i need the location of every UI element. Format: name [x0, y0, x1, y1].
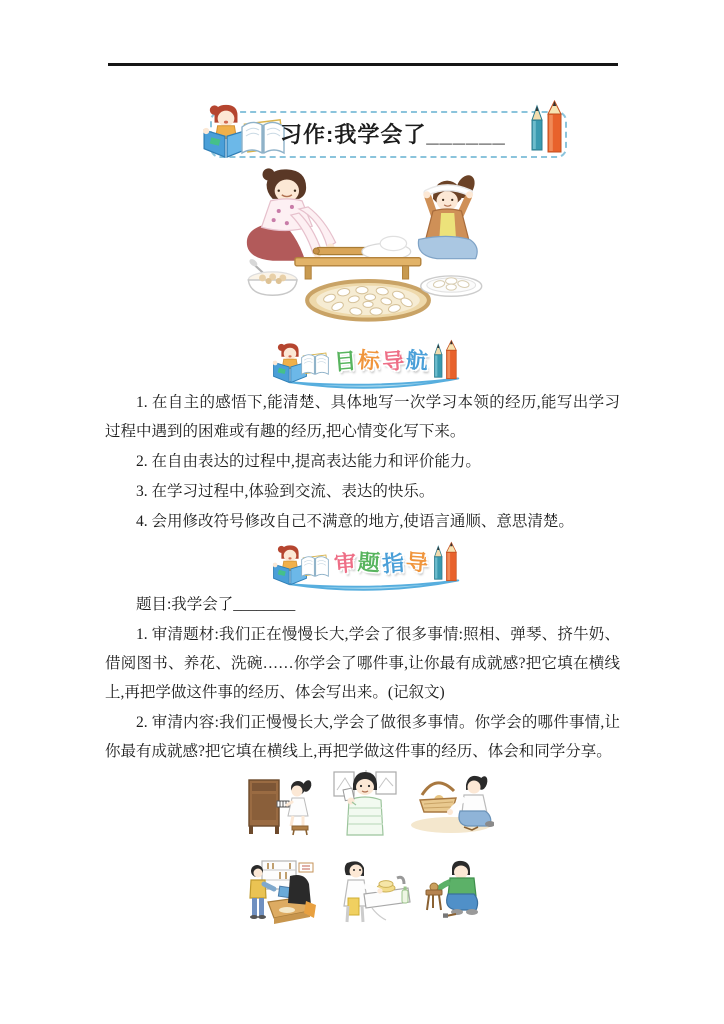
banner-char: 导 [405, 549, 429, 576]
goal-item-1: 1. 在自主的感悟下,能清楚、具体地写一次学习本领的经历,能写出学习过程中遇到的困难或有趣的经历,把心情变化写下来。 [105, 394, 620, 440]
section-banner-topic [272, 538, 468, 594]
goal-item-2: 2. 在自由表达的过程中,提高表达能力和评价能力。 [136, 453, 481, 470]
dumpling-making-illustration [228, 166, 504, 324]
page-title: 习作:我学会了______ [280, 122, 506, 147]
goal-item-3: 3. 在学习过程中,体验到交流、表达的快乐。 [136, 483, 435, 500]
goals-list [105, 388, 620, 537]
topic-guidance [105, 590, 620, 767]
title-banner [210, 111, 567, 158]
section-banner-goals [272, 336, 468, 392]
banner-title-topic [334, 546, 428, 577]
open-notebook-icon [298, 552, 332, 580]
banner-char: 航 [405, 347, 429, 374]
open-notebook-icon [298, 350, 332, 378]
banner-char: 标 [357, 347, 381, 374]
pencils-icon [430, 540, 460, 584]
banner-char: 目 [333, 348, 358, 375]
dumpling-scene [228, 166, 504, 324]
banner-char: 审 [333, 550, 358, 577]
stool-repair-illustration [422, 860, 482, 920]
banner-char: 指 [381, 550, 406, 577]
dishwashing-illustration [334, 858, 412, 926]
topic-item-1: 1. 审清题材:我们正在慢慢长大,学会了很多事情:照相、弹琴、挤牛奶、借阅图书、养花、洗碗……你学会了哪件事,让你最有成就感?把它填在横线上,再把学做这件事的经历、体会写出来。(记叙文) [105, 626, 620, 701]
banner-title-goals [334, 344, 428, 375]
photography-illustration [333, 770, 397, 836]
banner-char: 导 [381, 348, 406, 375]
pencils-icon [430, 338, 460, 382]
topic-line: 题目:我学会了________ [136, 596, 296, 613]
book-borrowing-illustration [246, 860, 316, 926]
pencils-icon [526, 99, 566, 155]
harvest-basket-illustration [408, 773, 494, 835]
piano-illustration [246, 774, 316, 836]
goal-item-4: 4. 会用修改符号修改自己不满意的地方,使语言通顺、意思清楚。 [136, 513, 574, 530]
banner-char: 题 [357, 549, 381, 576]
header-rule [108, 63, 618, 66]
topic-item-2: 2. 审清内容:我们正慢慢长大,学会了做很多事情。你学会的哪件事情,让你最有成就感?把它填在横线上,再把学做这件事的经历、体会和同学分享。 [105, 714, 620, 760]
